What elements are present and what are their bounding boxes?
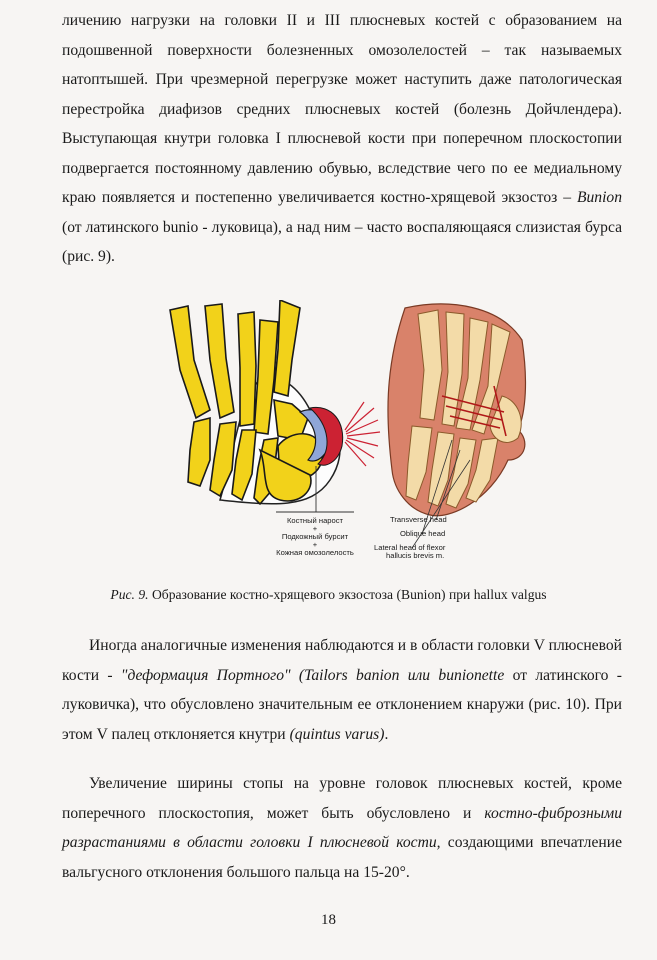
term-bunion: Bunion [576, 189, 622, 206]
caption-prefix: Рис. 9. [110, 587, 149, 602]
label-transverse-head: Transverse head [390, 515, 447, 524]
pain-rays [345, 402, 380, 466]
label-hallucis-brevis: hallucis brevis m. [386, 551, 445, 560]
figure-9 [150, 300, 550, 570]
bunion-illustration [150, 300, 550, 570]
paragraph-2-end: . [384, 725, 389, 743]
paragraph-3-text-b: создающими впечатление вальгусного отклонения большого пальца на 15-20°. [62, 834, 622, 881]
label-lateral-head: Lateral head of flexor [374, 543, 446, 552]
paragraph-3-text-a: Увеличение ширины стопы на уровне головок плюсневых костей, кроме поперечного плоскостопия, может быть обусловлено и [62, 775, 622, 822]
term-quintus-varus: (quintus varus) [289, 725, 385, 743]
term-fibrous-growth: костно-фиброзными разрастаниями в области головки I плюсневой кости, [62, 804, 622, 851]
figure-caption [0, 587, 657, 603]
paragraph-2-text-b: от латинского - луковичка), что обусловлено значительным ее отклонением кнаружи (рис. 10). При этом V палец отклоняется кнутри [62, 666, 622, 743]
label-plus-1: + [312, 524, 318, 533]
paragraph-2-text-a: Иногда аналогичные изменения наблюдаются и в области головки V плюсневой кости - [62, 637, 622, 684]
right-foot-bones [406, 310, 521, 508]
label-callus: Кожная омозолелость [276, 548, 354, 557]
term-tailors-bunion: "деформация Портного" (Tailors banion или bunionette [120, 666, 505, 684]
paragraph-3 [62, 769, 622, 887]
paragraph-1-tail: (от латинского bunio - луковица), а над ним – часто воспаляющаяся слизистая бурса (рис. 9). [62, 218, 622, 265]
label-bony-growth: Костный нарост [286, 516, 344, 525]
page-number: 18 [321, 912, 336, 928]
label-plus-2: + [312, 540, 318, 549]
label-bursitis: Подкожный бурсит [281, 532, 349, 541]
paragraph-1 [62, 6, 622, 272]
label-oblique-head: Oblique head [400, 529, 446, 538]
paragraph-2 [62, 631, 622, 749]
caption-text: Образование костно-хрящевого экзостоза (Bunion) при hallux valgus [151, 587, 547, 602]
paragraph-1-text: личению нагрузки на головки II и III плюсневых костей с образованием на подошвенной поверхности болезненных омозолелостей – так называемых натоптышей. При чрезмерной перегрузке может наступить даже патологическая перестройка диафизов средних плюсневых костей (болезнь Дойчлендера). Выступающая кнутри головка I плюсневой кости при поперечном плоскостопии подвергается постоянному давлению обувью, вследствие чего по ее медиальному краю появляется и постепенно увеличивается костно-хрящевой экзостоз – [62, 12, 622, 206]
